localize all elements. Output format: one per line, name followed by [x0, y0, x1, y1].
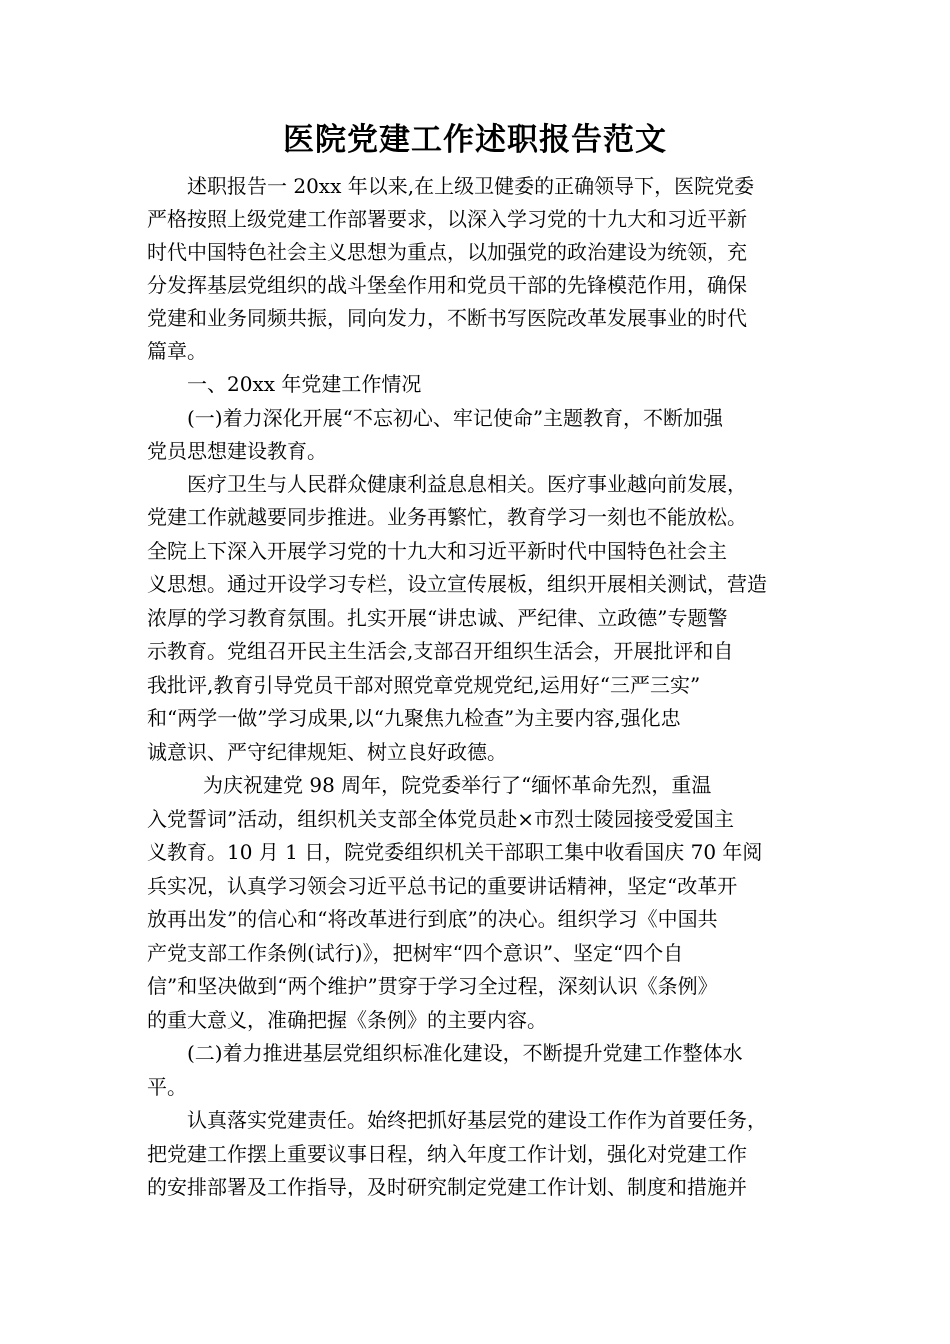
paragraph-line: 浓厚的学习教育氛围。扎实开展“讲忠诚、严纪律、立政德”专题警: [147, 606, 728, 630]
paragraph-line: 的重大意义，准确把握《条例》的主要内容。: [147, 1008, 547, 1032]
subsection-heading: (一)着力深化开展“不忘初心、牢记使命”主题教育，不断加强: [187, 406, 724, 430]
paragraph-line: 时代中国特色社会主义思想为重点，以加强党的政治建设为统领，充: [147, 240, 747, 264]
paragraph-line: 述职报告一 20xx 年以来,在上级卫健委的正确领导下，医院党委: [187, 174, 755, 198]
paragraph-line: 义教育。10 月 1 日，院党委组织机关干部职工集中收看国庆 70 年阅: [147, 840, 763, 864]
document-title: 医院党建工作述职报告范文: [283, 122, 667, 158]
subsection-heading: 平。: [147, 1075, 187, 1099]
paragraph-line: 诚意识、严守纪律规矩、树立良好政德。: [147, 740, 507, 764]
paragraph-line: 我批评,教育引导党员干部对照党章党规党纪,运用好“三严三实”: [147, 673, 701, 697]
paragraph-line: 分发挥基层党组织的战斗堡垒作用和党员干部的先锋模范作用，确保: [147, 273, 747, 297]
paragraph-line: 篇章。: [147, 339, 207, 363]
paragraph-line: 党建和业务同频共振，同向发力，不断书写医院改革发展事业的时代: [147, 306, 747, 330]
paragraph-line: 医疗卫生与人民群众健康利益息息相关。医疗事业越向前发展，: [187, 472, 747, 496]
paragraph-line: 放再出发”的信心和“将改革进行到底”的决心。组织学习《中国共: [147, 907, 718, 931]
paragraph-line: 的安排部署及工作指导，及时研究制定党建工作计划、制度和措施并: [147, 1175, 747, 1199]
section-heading: 一、20xx 年党建工作情况: [187, 372, 422, 396]
paragraph-line: 信”和坚决做到“两个维护”贯穿于学习全过程，深刻认识《条例》: [147, 974, 718, 998]
paragraph-line: 产党支部工作条例(试行)》，把树牢“四个意识”、坚定“四个自: [147, 941, 684, 965]
paragraph-line: 认真落实党建责任。始终把抓好基层党的建设工作作为首要任务，: [187, 1108, 767, 1132]
paragraph-line: 党建工作就越要同步推进。业务再繁忙，教育学习一刻也不能放松。: [147, 505, 747, 529]
paragraph-line: 示教育。党组召开民主生活会,支部召开组织生活会，开展批评和自: [147, 639, 734, 663]
paragraph-line: 严格按照上级党建工作部署要求，以深入学习党的十九大和习近平新: [147, 207, 747, 231]
subsection-heading: (二)着力推进基层党组织标准化建设，不断提升党建工作整体水: [187, 1041, 743, 1065]
paragraph-line: 为庆祝建党 98 周年，院党委举行了“缅怀革命先烈，重温: [203, 773, 712, 797]
paragraph-line: 把党建工作摆上重要议事日程，纳入年度工作计划，强化对党建工作: [147, 1142, 747, 1166]
subsection-heading: 党员思想建设教育。: [147, 439, 327, 463]
paragraph-line: 兵实况，认真学习领会习近平总书记的重要讲话精神，坚定“改革开: [147, 874, 738, 898]
paragraph-line: 义思想。通过开设学习专栏，设立宣传展板，组织开展相关测试，营造: [147, 572, 767, 596]
paragraph-line: 和“两学一做”学习成果,以“九聚焦九检查”为主要内容,强化忠: [147, 706, 681, 730]
paragraph-line: 全院上下深入开展学习党的十九大和习近平新时代中国特色社会主: [147, 539, 727, 563]
paragraph-line: 入党誓词”活动，组织机关支部全体党员赴×市烈士陵园接受爱国主: [147, 807, 734, 831]
